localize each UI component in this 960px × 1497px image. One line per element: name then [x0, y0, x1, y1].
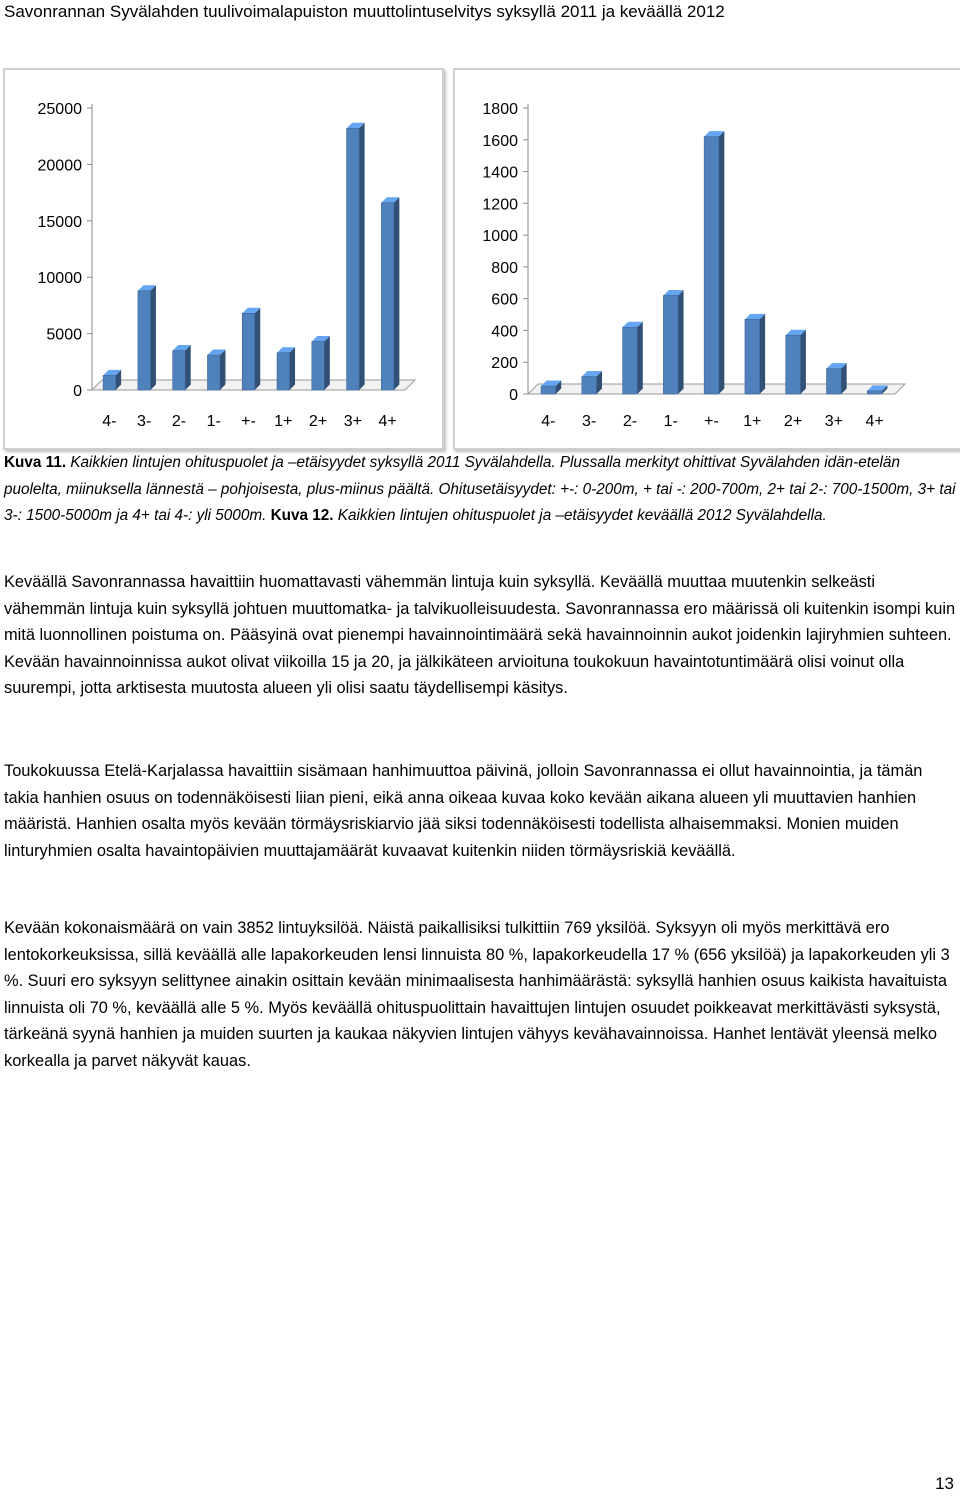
bar-front-face [826, 369, 841, 394]
chart-1-y-tick-label: 200 [491, 355, 518, 373]
chart-1-y-tick-label: 1800 [482, 101, 518, 118]
bar-front-face [704, 137, 719, 394]
bar-side-face [290, 347, 296, 390]
caption-label-kuva-12: Kuva 12. [270, 507, 334, 524]
chart-1-x-tick-label: 2- [622, 413, 638, 430]
bar-side-face [800, 330, 806, 394]
bar-front-face [173, 351, 186, 390]
chart-0-bar [207, 350, 225, 390]
chart-0-bar [138, 285, 156, 390]
bar-front-face [103, 375, 116, 390]
chart-0-x-tick-label: 1+ [274, 413, 293, 430]
chart-1-x-tick-label: 1+ [743, 413, 762, 430]
chart-0-x-tick-label: 4- [102, 413, 117, 430]
chart-0-bar [173, 345, 191, 390]
bar-side-face [150, 285, 156, 390]
bar-front-face [381, 203, 394, 390]
chart-1-x-tick-label: 2+ [783, 413, 803, 430]
chart-1-bar [786, 330, 806, 394]
page-header: Savonrannan Syvälahden tuulivoimalapuiston muuttolintuselvitys syksyllä 2011 ja keväällä 2012 [4, 2, 725, 21]
paragraph-1: Keväällä Savonrannassa havaittiin huomattavasti vähemmän lintuja kuin syksyllä. Keväällä muuttaa muutenkin selkeästi vähemmän lintuja kuin syksyllä johtuen muuttomatka- ja talvikuolleisuudesta. Savonrannassa ero määrissä oli kuitenkin isompi kuin mitä luonnollinen poistuma on. Pääsyinä ovat pienempi havainnointimäärä sekä havainnoinnin aukot joidenkin lajiryhmien suhteen. Kevään havainnoinnissa aukot olivat viikoilla 15 ja 20, ja jälkikäteen arvioituna toukokuun havaintotuntimäärä olisi voinut olla suurempi, jotta arktisesta muutosta alueen yli olisi saatu täydellisempi käsitys. [4, 573, 956, 697]
chart-0-x-tick-label: 2- [171, 413, 187, 430]
bar-front-face [663, 295, 678, 394]
bar-front-face [745, 319, 760, 394]
chart-0-x-tick-label: 3- [137, 413, 152, 430]
page-number: 13 [935, 1474, 954, 1493]
chart-0-x-tick-label: 3+ [343, 413, 362, 430]
chart-0-bar [312, 336, 330, 390]
chart-0-y-tick-label: 0 [73, 383, 82, 400]
chart-1-bar [582, 371, 602, 394]
chart-0-y-tick-label: 15000 [37, 213, 82, 231]
chart-1-bar [826, 363, 846, 394]
bar-front-face [312, 341, 325, 390]
bar-side-face [637, 322, 643, 394]
chart-spring-2012 [453, 68, 960, 450]
chart-1-bar [704, 131, 724, 394]
chart-0-y-tick-label: 20000 [37, 157, 82, 175]
bar-side-face [719, 131, 725, 394]
chart-0-y-tick-label: 25000 [37, 101, 82, 118]
bar-front-face [582, 377, 597, 394]
bar-front-face [347, 128, 360, 390]
bar-front-face [786, 335, 801, 394]
chart-1-bar [623, 322, 643, 394]
chart-0-bar [103, 370, 121, 390]
chart-0-bar [381, 197, 399, 390]
chart-0-bar [277, 347, 295, 390]
caption-text-1: Kaikkien lintujen ohituspuolet ja –etäisyydet syksyllä 2011 Syvälahdella. Plussalla merkityt ohittivat Syvälahden idän-etelän puolelta, miinuksella lännestä – pohjoisesta, plus-miinus päältä. Ohitusetäisyydet: +-: 0-200m, + tai -: 200-700m, 2+ tai 2-: 700-1500m, 3+ tai 3-: 1500-5000m ja 4+ tai 4-: yli 5000m. [4, 454, 956, 524]
bar-front-face [138, 291, 151, 390]
chart-0-bar [242, 308, 260, 390]
chart-1-y-tick-label: 800 [491, 259, 518, 277]
bar-front-face [207, 355, 220, 390]
bar-side-face [255, 308, 261, 390]
figure-caption [4, 450, 959, 530]
bar-side-face [394, 197, 400, 390]
bar-side-face [760, 314, 766, 394]
chart-1-y-tick-label: 0 [509, 387, 518, 404]
bar-front-face [623, 327, 638, 394]
chart-0-x-tick-label: 2+ [308, 413, 328, 430]
chart-1-x-tick-label: 3+ [824, 413, 843, 430]
chart-1-bar [745, 314, 765, 394]
chart-1-y-tick-label: 1200 [482, 196, 518, 214]
chart-1-x-tick-label: 3- [582, 413, 597, 430]
bar-front-face [541, 386, 556, 394]
chart-1-y-tick-label: 1400 [482, 164, 518, 182]
chart-0-y-tick-label: 10000 [37, 270, 82, 288]
chart-0-x-tick-label: 1- [206, 413, 221, 430]
caption-text-2: Kaikkien lintujen ohituspuolet ja –etäisyydet keväällä 2012 Syvälahdella. [333, 507, 827, 524]
chart-0-x-tick-label: +- [241, 413, 256, 430]
chart-1-x-tick-label: 1- [663, 413, 678, 430]
bar-front-face [867, 391, 882, 394]
chart-1-y-tick-label: 400 [491, 323, 518, 341]
chart-autumn-svg [5, 70, 442, 448]
bar-side-face [185, 345, 191, 390]
bar-side-face [220, 350, 226, 390]
paragraph-3: Kevään kokonaismäärä on vain 3852 lintuyksilöä. Näistä paikallisiksi tulkittiin 769 yksilöä. Syksyyn oli myös merkittävä ero lentokorkeuksissa, sillä keväällä alle lapakorkeuden lensi linnuista 80 %, lapakorkeudella 17 % (656 yksilöä) ja lapakorkeuden yli 3 %. Suuri ero syksyyn selittynee ainakin osittain kevään minimaalisesta hanhimäärästä: syksyllä hanhien osuus kaikista havaituista linnuista oli 70 %, keväällä alle 5 %. Myös keväällä ohituspuolittain havaittujen lintujen osuudet poikkeavat merkittävästi syksystä, tärkeänä syynä hanhien ja muiden suurten ja kaukaa näkyvien lintujen vähyys kevähavainnoissa. Hanhet lentävät yleensä melko korkealla ja parvet näkyvät kauas. [4, 919, 950, 1070]
chart-0-y-tick-label: 5000 [46, 326, 82, 344]
chart-1-x-tick-label: 4+ [865, 413, 884, 430]
chart-1-y-tick-label: 1600 [482, 132, 518, 150]
bar-front-face [277, 353, 290, 390]
chart-1-y-tick-label: 1000 [482, 228, 518, 246]
bar-side-face [359, 123, 365, 390]
bar-front-face [242, 313, 255, 390]
paragraph-2: Toukokuussa Etelä-Karjalassa havaittiin sisämaan hanhimuuttoa päivinä, jolloin Savonrannassa ei ollut havainnointia, ja tämän takia hanhien osuus on todennäköisesti liian pieni, eikä anna oikeaa kuvaa koko kevään aikana alueen yli muuttavien hanhien määristä. Hanhien osalta myös kevään törmäysriskiarvio jää siksi todennäköisesti todellista alhaisemmaksi. Monien muiden linturyhmien osalta havaintopäivien muuttajamäärät kuvaavat kuitenkin niiden törmäysriskiä keväällä. [4, 762, 923, 860]
chart-1-bar [663, 290, 683, 394]
bar-side-face [324, 336, 330, 390]
chart-spring-svg [455, 70, 960, 448]
chart-0-bar [347, 123, 365, 390]
chart-1-y-tick-label: 600 [491, 291, 518, 309]
chart-0-x-tick-label: 4+ [378, 413, 397, 430]
bar-side-face [678, 290, 684, 394]
chart-1-x-tick-label: +- [704, 413, 719, 430]
caption-label-kuva-11: Kuva 11. [4, 454, 67, 471]
chart-1-x-tick-label: 4- [541, 413, 556, 430]
chart-autumn-2011 [3, 68, 444, 450]
